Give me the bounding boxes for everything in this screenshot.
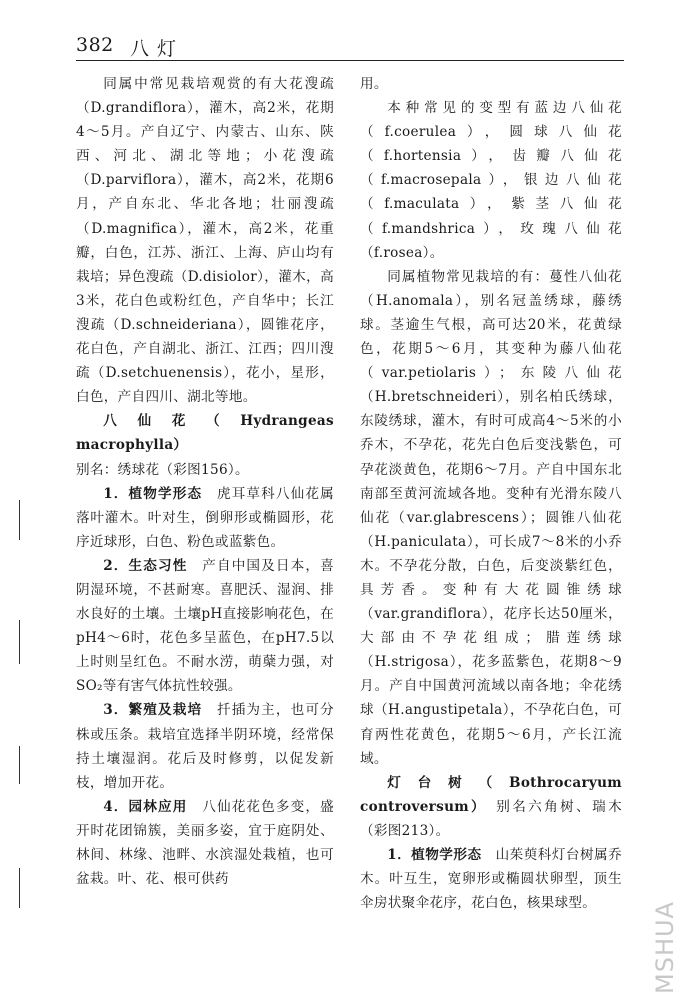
paragraph [76, 795, 334, 891]
paragraph [360, 771, 622, 843]
paragraph-body: 虎耳草科八仙花属落叶灌木。叶对生，倒卵形或椭圆形，花序近球形，白色、粉色或蓝紫色。 [76, 485, 334, 550]
page-number: 382 [76, 34, 114, 56]
section-heading: 3．繁殖及栽培 [103, 702, 203, 719]
paragraph [360, 843, 622, 915]
paragraph: 同属植物常见栽培的有：蔓性八仙花（H.anomala），别名冠盖绣球，藤绣球。茎逾生气根，高可达20米，花黄绿色，花期5～6月，其变种为藤八仙花（var.petiolaris）；东陵八仙花（H.bretschneideri），别名柏氏绣球，东陵绣球，灌木，有时可成高4～5米的小乔木，不孕花，花先白色后变浅紫色，可孕花淡黄色，花期6～7月。产自中国东北南部至黄河流域各地。变种有光滑东陵八仙花（var.glabrescens）；圆锥八仙花（H.paniculata），可长成7～8米的小乔木。不孕花分散，白色，后变淡紫红色，具芳香。变种有大花圆锥绣球（var.grandiflora），花序长达50厘米，大部由不孕花组成；腊莲绣球（H.strigosa），花多蓝紫色，花期8～9月。产自中国黄河流域以南各地；伞花绣球（H.angustipetala），不孕花白色，可育两性花黄色，花期5～6月，产长江流域。 [360, 268, 622, 767]
margin-mark [19, 746, 20, 784]
paragraph-body: 山茱萸科灯台树属乔木。叶互生，宽卵形或椭圆状卵型，顶生伞房状聚伞花序，花白色，核果球型。 [360, 847, 623, 912]
margin-mark [19, 620, 20, 664]
entry-title: 灯台树（Bothrocaryum controversum） [360, 774, 622, 815]
margin-mark [19, 500, 20, 540]
paragraph: 同属中常见栽培观赏的有大花溲疏（D.grandiflora），灌木，高2米，花期4～5月。产自辽宁、内蒙古、山东、陕西、河北、湖北等地；小花溲疏（D.parviflora），灌木，高2米，花期6月，产自东北、华北各地；壮丽溲疏（D.magnifica），灌木，高2米，花重瓣，白色，江苏、浙江、上海、庐山均有栽培；异色溲疏（D.disiolor），灌木，高3米，花白色或粉红色，产自华中；长江溲疏（D.schneideriana），圆锥花序，花白色，产自湖北、浙江、江西；四川溲疏（D.setchuenensis），花小，星形，白色，产自四川、湖北等地。 [76, 76, 334, 406]
paragraph-body: 产自中国及日本，喜阴湿环境，不甚耐寒。喜肥沃、湿润、排水良好的土壤。土壤pH直接影响花色，在pH4～6时，花色多呈蓝色，在pH7.5以上时则呈红色。不耐水涝，萌蘖力强，对SO₂等有害气体抗性较强。 [76, 557, 334, 695]
header-rule [76, 60, 624, 61]
paragraph: 用。 [360, 76, 388, 92]
paragraph: 本种常见的变型有蓝边八仙花（f.coerulea），圆球八仙花（f.hortensia），齿瓣八仙花（f.macrosepala），银边八仙花（f.maculata），紫茎八仙花（f.mandshrica），玫瑰八仙花（f.rosea）。 [360, 100, 622, 261]
section-heading: 4．园林应用 [103, 798, 188, 815]
entry-title: 八仙花（Hydrangeas macrophylla） [76, 413, 334, 454]
page-header [76, 32, 624, 58]
paragraph [76, 698, 334, 794]
paragraph-body: 扦插为主，也可分株或压条。栽培宜选择半阴环境，经常保持土壤湿润。花后及时修剪，以促发新枝，增加开花。 [76, 702, 334, 791]
entry-alias: 别名：绣球花（彩图156）。 [76, 461, 249, 478]
paragraph [76, 409, 334, 457]
section-heading: 1．植物学形态 [387, 847, 482, 863]
right-column [360, 72, 622, 915]
watermark: MSHUA [651, 901, 679, 994]
running-title: 八灯 [130, 38, 185, 60]
section-heading: 1．植物学形态 [103, 485, 203, 502]
paragraph [76, 554, 334, 699]
paragraph [76, 482, 334, 554]
paragraph-body: 八仙花花色多变，盛开时花团锦簇，美丽多姿，宜于庭阴处、林间、林缘、池畔、水滨湿处栽植，也可盆栽。叶、花、根可供药 [76, 798, 334, 888]
left-column [76, 72, 334, 891]
section-heading: 2．生态习性 [103, 557, 188, 574]
entry-alias: 别名六角树、瑞木（彩图213）。 [360, 798, 622, 839]
margin-mark [19, 868, 20, 908]
